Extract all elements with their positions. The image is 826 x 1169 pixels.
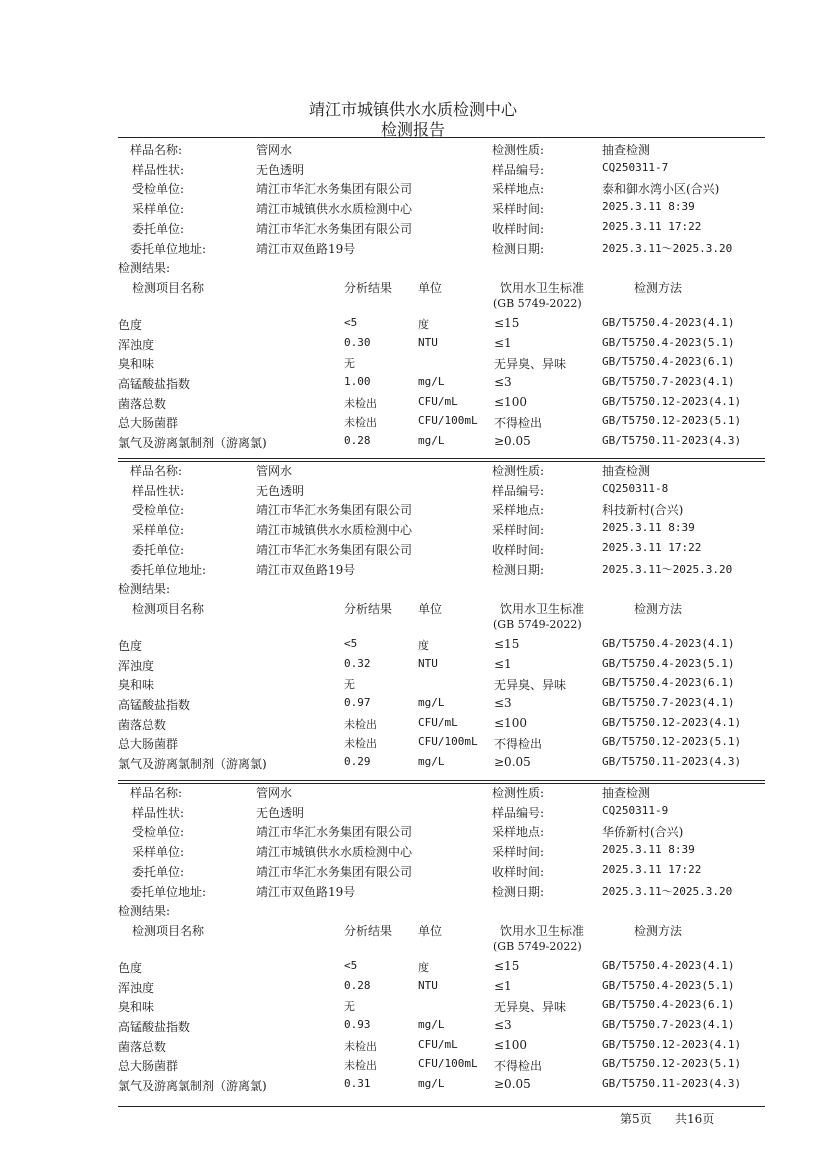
label-entrust-unit: 委托单位: [132,864,185,879]
row-result: <5 [344,958,358,972]
label-sampling-time: 采样时间: [492,202,545,217]
row-item: 色度 [118,317,143,332]
value-sample-no: CQ250311-9 [602,803,669,817]
value-sample-name: 管网水 [256,143,293,157]
row-method: GB/T5750.12-2023(5.1) [602,735,742,749]
row-result: 未检出 [344,737,377,751]
row-unit: mg/L [418,1077,445,1091]
row-method: GB/T5750.4-2023(6.1) [602,355,735,369]
page-total: 共16页 [675,1112,715,1126]
row-standard: 无异臭、异味 [494,678,567,693]
row-method: GB/T5750.4-2023(6.1) [602,998,735,1012]
row-method: GB/T5750.12-2023(4.1) [602,394,742,408]
header-item: 检测项目名称 [132,280,205,295]
label-inspected-unit: 受检单位: [132,182,185,197]
row-item: 氯气及游离氯制剂（游离氯) [118,436,267,451]
row-unit: CFU/100mL [418,1057,478,1071]
label-sample-name: 样品名称: [130,143,183,157]
label-sampling-place: 采样地点: [492,825,545,840]
row-result: 未检出 [344,396,377,410]
label-entrust-unit: 委托单位: [132,221,185,236]
results-label: 检测结果: [118,582,171,597]
label-entrust-address: 委托单位地址: [130,562,207,577]
header-result: 分析结果 [344,280,393,295]
row-standard: 无异臭、异味 [494,357,567,372]
value-sample-no: CQ250311-7 [602,160,669,174]
row-standard: ≤1 [494,335,512,350]
row-unit: NTU [418,335,438,349]
row-result: 无 [344,1000,355,1014]
row-result: 0.93 [344,1018,371,1031]
value-sampling-place: 泰和御水湾小区(合兴) [602,182,720,197]
label-sampling-place: 采样地点: [492,182,545,197]
value-test-type: 抽查检测 [602,143,651,157]
row-result: 1.00 [344,375,371,388]
value-inspected-unit: 靖江市华汇水务集团有限公司 [256,503,413,518]
header-unit: 单位 [418,601,443,616]
row-unit: 度 [418,638,429,652]
row-unit: CFU/100mL [418,735,478,749]
row-method: GB/T5750.7-2023(4.1) [602,696,735,709]
row-item: 菌落总数 [118,1039,167,1054]
row-standard: ≤3 [494,1018,512,1032]
value-sampling-time: 2025.3.11 8:39 [602,843,695,857]
row-standard: ≤15 [494,958,520,973]
row-unit: CFU/mL [418,715,458,729]
section-top-rule [118,458,765,459]
row-method: GB/T5750.4-2023(5.1) [602,335,735,349]
value-sample-state: 无色透明 [256,805,305,820]
row-unit: mg/L [418,375,445,388]
row-method: GB/T5750.4-2023(4.1) [602,315,735,329]
row-item: 氯气及游离氯制剂（游离氯) [118,1079,267,1094]
value-entrust-address: 靖江市双鱼路19号 [256,241,356,256]
value-sample-state: 无色透明 [256,483,305,498]
row-method: GB/T5750.12-2023(4.1) [602,1037,742,1051]
row-item: 高锰酸盐指数 [118,1020,191,1034]
report-title: 检测报告 [380,120,445,139]
label-sampling-unit: 采样单位: [132,845,185,860]
value-test-date: 2025.3.11～2025.3.20 [602,884,733,898]
row-standard: ≤3 [494,696,512,710]
row-method: GB/T5750.11-2023(4.3) [602,434,742,448]
results-label: 检测结果: [118,904,171,919]
row-item: 总大肠菌群 [118,1059,179,1074]
header-standard-code: (GB 5749-2022) [493,939,582,953]
value-test-date: 2025.3.11～2025.3.20 [602,241,733,255]
row-result: 未检出 [344,1059,377,1073]
value-sampling-unit: 靖江市城镇供水水质检测中心 [256,523,413,538]
value-receive-time: 2025.3.11 17:22 [602,540,702,554]
value-inspected-unit: 靖江市华汇水务集团有限公司 [256,825,413,840]
row-method: GB/T5750.7-2023(4.1) [602,1018,735,1031]
section-top-rule-double [118,461,765,462]
label-sample-no: 样品编号: [492,483,545,498]
value-sampling-unit: 靖江市城镇供水水质检测中心 [256,845,413,860]
row-standard: ≥0.05 [494,434,531,449]
row-standard: 不得检出 [494,1059,543,1074]
row-standard: ≤100 [494,715,527,730]
label-sampling-unit: 采样单位: [132,523,185,538]
header-standard: 饮用水卫生标准 [500,280,585,295]
label-entrust-unit: 委托单位: [132,542,185,557]
header-standard-code: (GB 5749-2022) [493,617,582,631]
value-sample-name: 管网水 [256,786,293,800]
label-inspected-unit: 受检单位: [132,825,185,840]
row-item: 浑浊度 [118,337,155,352]
row-result: 0.28 [344,434,371,448]
section-top-rule-double [118,783,765,784]
row-standard: ≥0.05 [494,755,531,770]
row-result: 0.30 [344,335,371,349]
label-sample-name: 样品名称: [130,786,183,800]
row-item: 浑浊度 [118,658,155,673]
row-method: GB/T5750.12-2023(4.1) [602,715,742,729]
value-entrust-unit: 靖江市华汇水务集团有限公司 [256,864,413,879]
value-receive-time: 2025.3.11 17:22 [602,219,702,233]
label-sampling-time: 采样时间: [492,845,545,860]
header-result: 分析结果 [344,923,393,938]
row-unit: 度 [418,317,429,331]
row-item: 总大肠菌群 [118,416,179,431]
row-method: GB/T5750.7-2023(4.1) [602,375,735,388]
value-sampling-time: 2025.3.11 8:39 [602,521,695,535]
row-method: GB/T5750.12-2023(5.1) [602,1057,742,1071]
value-test-type: 抽查检测 [602,786,651,800]
value-sample-name: 管网水 [256,464,293,478]
row-result: 无 [344,678,355,692]
row-result: <5 [344,315,358,329]
row-standard: ≤15 [494,636,520,651]
section-top-rule [118,780,765,781]
row-item: 臭和味 [118,1000,155,1015]
label-sample-state: 样品性状: [132,483,185,498]
row-item: 臭和味 [118,357,155,372]
report-org-title: 靖江市城镇供水水质检测中心 [308,100,517,119]
row-item: 臭和味 [118,678,155,693]
label-inspected-unit: 受检单位: [132,503,185,518]
label-sampling-place: 采样地点: [492,503,545,518]
row-standard: ≤1 [494,656,512,671]
row-standard: 无异臭、异味 [494,1000,567,1015]
row-result: 未检出 [344,717,377,731]
row-method: GB/T5750.11-2023(4.3) [602,755,742,769]
row-standard: 不得检出 [494,416,543,431]
row-unit: mg/L [418,755,445,769]
value-sample-no: CQ250311-8 [602,481,669,495]
value-sampling-time: 2025.3.11 8:39 [602,200,695,214]
row-result: 0.29 [344,755,371,769]
label-test-date: 检测日期: [492,884,545,899]
row-item: 浑浊度 [118,980,155,995]
row-standard: 不得检出 [494,737,543,752]
header-item: 检测项目名称 [132,601,205,616]
section-top-rule [118,137,765,138]
row-method: GB/T5750.4-2023(4.1) [602,958,735,972]
header-standard-code: (GB 5749-2022) [493,296,582,310]
row-item: 氯气及游离氯制剂（游离氯) [118,757,267,772]
row-result: <5 [344,636,358,650]
value-entrust-address: 靖江市双鱼路19号 [256,562,356,577]
label-receive-time: 收样时间: [492,221,545,236]
row-unit: 度 [418,960,429,974]
row-standard: ≤3 [494,375,512,389]
label-sampling-unit: 采样单位: [132,202,185,217]
row-unit: NTU [418,978,438,992]
row-standard: ≤1 [494,978,512,993]
row-method: GB/T5750.11-2023(4.3) [602,1077,742,1091]
header-result: 分析结果 [344,601,393,616]
value-entrust-unit: 靖江市华汇水务集团有限公司 [256,542,413,557]
row-method: GB/T5750.4-2023(5.1) [602,978,735,992]
footer-rule [118,1106,765,1107]
row-method: GB/T5750.4-2023(5.1) [602,656,735,670]
label-sample-no: 样品编号: [492,805,545,820]
label-sampling-time: 采样时间: [492,523,545,538]
row-result: 无 [344,357,355,371]
header-method: 检测方法 [634,280,683,295]
label-entrust-address: 委托单位地址: [130,241,207,256]
value-sampling-unit: 靖江市城镇供水水质检测中心 [256,202,413,217]
value-test-date: 2025.3.11～2025.3.20 [602,562,733,576]
value-test-type: 抽查检测 [602,464,651,478]
value-inspected-unit: 靖江市华汇水务集团有限公司 [256,182,413,197]
row-unit: NTU [418,656,438,670]
label-entrust-address: 委托单位地址: [130,884,207,899]
label-sample-no: 样品编号: [492,162,545,177]
row-unit: CFU/100mL [418,414,478,428]
row-unit: CFU/mL [418,1037,458,1051]
label-receive-time: 收样时间: [492,864,545,879]
header-standard: 饮用水卫生标准 [500,923,585,938]
header-unit: 单位 [418,280,443,295]
header-item: 检测项目名称 [132,923,205,938]
header-standard: 饮用水卫生标准 [500,601,585,616]
row-standard: ≤15 [494,315,520,330]
value-sampling-place: 科技新村(合兴) [602,503,684,518]
row-result: 0.32 [344,656,371,670]
label-test-type: 检测性质: [492,464,545,478]
label-sample-name: 样品名称: [130,464,183,478]
row-item: 菌落总数 [118,717,167,732]
value-sampling-place: 华侨新村(合兴) [602,825,684,840]
row-item: 总大肠菌群 [118,737,179,752]
results-label: 检测结果: [118,261,171,276]
row-result: 0.97 [344,696,371,709]
row-item: 高锰酸盐指数 [118,698,191,712]
row-item: 色度 [118,960,143,975]
row-unit: CFU/mL [418,394,458,408]
row-method: GB/T5750.12-2023(5.1) [602,414,742,428]
row-result: 0.31 [344,1077,371,1091]
row-result: 0.28 [344,978,371,992]
row-unit: mg/L [418,1018,445,1031]
row-result: 未检出 [344,416,377,430]
header-method: 检测方法 [634,923,683,938]
label-test-date: 检测日期: [492,562,545,577]
label-test-date: 检测日期: [492,241,545,256]
page-number: 第5页 [620,1112,652,1126]
row-standard: ≤100 [494,394,527,409]
value-entrust-address: 靖江市双鱼路19号 [256,884,356,899]
label-test-type: 检测性质: [492,143,545,157]
row-item: 菌落总数 [118,396,167,411]
value-receive-time: 2025.3.11 17:22 [602,862,702,876]
header-method: 检测方法 [634,601,683,616]
label-receive-time: 收样时间: [492,542,545,557]
header-unit: 单位 [418,923,443,938]
row-unit: mg/L [418,434,445,448]
row-item: 色度 [118,638,143,653]
row-result: 未检出 [344,1039,377,1053]
row-standard: ≤100 [494,1037,527,1052]
row-method: GB/T5750.4-2023(4.1) [602,636,735,650]
row-item: 高锰酸盐指数 [118,377,191,391]
label-sample-state: 样品性状: [132,162,185,177]
value-sample-state: 无色透明 [256,162,305,177]
value-entrust-unit: 靖江市华汇水务集团有限公司 [256,221,413,236]
row-standard: ≥0.05 [494,1077,531,1092]
label-test-type: 检测性质: [492,786,545,800]
row-method: GB/T5750.4-2023(6.1) [602,676,735,690]
row-unit: mg/L [418,696,445,709]
label-sample-state: 样品性状: [132,805,185,820]
